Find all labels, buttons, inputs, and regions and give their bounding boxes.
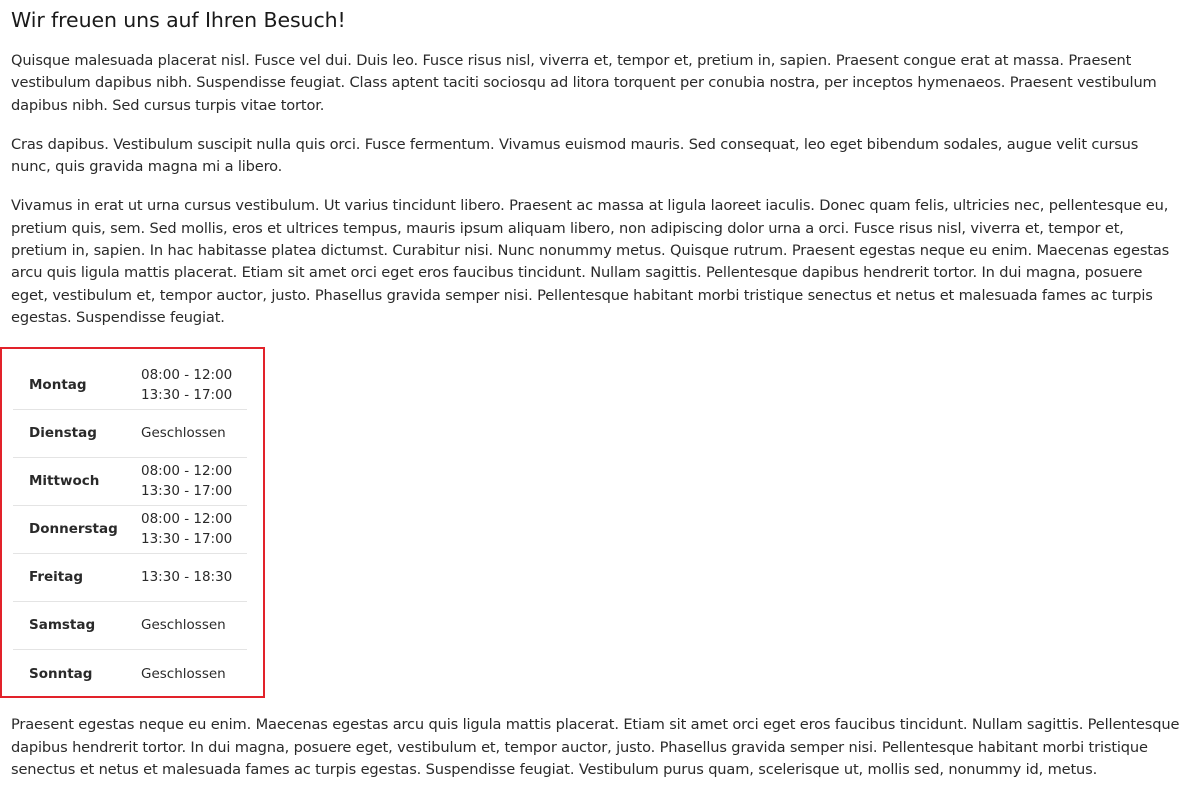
- hours-day: Sonntag: [29, 665, 93, 682]
- intro-paragraph-3: Vivamus in erat ut urna cursus vestibulum. Ut varius tincidunt libero. Praesent ac massa at ligula laoreet iaculis. Donec quam felis, ultricies nec, pellentesque eu, pretium quis, sem. Sed mollis, eros et ultrices tempus, mauris ipsum aliquam libero, non adipiscing dolor urna a orci. Fusce risus nisl, viverra et, tempor et, pretium in, sapien. In hac habitasse platea dictumst. Curabitur nisi. Nunc nonummy metus. Quisque rutrum. Praesent egestas neque eu enim. Maecenas egestas arcu quis ligula mattis placerat. Etiam sit amet orci eget eros faucibus tincidunt. Nullam sagittis. Pellentesque dapibus hendrerit tortor. In dui magna, posuere eget, vestibulum et, tempor auctor, justo. Phasellus gravida semper nisi. Pellentesque habitant morbi tristique senectus et netus et malesuada fames ac turpis egestas. Suspendisse feugiat.: [11, 197, 1170, 326]
- hours-time-line-1: 08:00 - 12:00: [141, 463, 233, 480]
- hours-time: [141, 361, 247, 409]
- intro-paragraph-2: Cras dapibus. Vestibulum suscipit nulla quis orci. Fusce fermentum. Vivamus euismod mauris. Sed consequat, leo eget bibendum sodales, augue velit cursus nunc, quis gravida magna mi a libero.: [11, 135, 1139, 176]
- hours-time: [141, 505, 247, 553]
- hours-time-line-1: Geschlossen: [141, 665, 226, 682]
- hours-time: [141, 601, 247, 649]
- hours-time-line-2: 13:30 - 17:00: [141, 387, 233, 404]
- hours-time-line-1: 08:00 - 12:00: [141, 367, 233, 384]
- closing-paragraph: Praesent egestas neque eu enim. Maecenas egestas arcu quis ligula mattis placerat. Etiam sit amet orci eget eros faucibus tincidunt. Nullam sagittis. Pellentesque dapibus hendrerit tortor. In dui magna, posuere eget, vestibulum et, tempor auctor, justo. Phasellus gravida semper nisi. Pellentesque habitant morbi tristique senectus et netus et malesuada fames ac turpis egestas. Suspendisse feugiat. Vestibulum purus quam, scelerisque ut, mollis sed, nonummy id, metus.: [11, 716, 1180, 778]
- hours-row-mittwoch: [13, 457, 247, 505]
- hours-time: [141, 409, 247, 457]
- hours-time-line-1: 08:00 - 12:00: [141, 511, 233, 528]
- hours-time-line-2: 13:30 - 17:00: [141, 483, 233, 500]
- hours-row-dienstag: [13, 409, 247, 457]
- hours-day: Donnerstag: [29, 521, 118, 538]
- hours-day: Montag: [29, 377, 87, 394]
- hours-time: [141, 553, 247, 601]
- opening-hours-highlight: [0, 347, 265, 698]
- opening-hours-table: [13, 361, 247, 697]
- hours-day: Mittwoch: [29, 473, 100, 490]
- hours-row-donnerstag: [13, 505, 247, 553]
- hours-time-line-2: 13:30 - 17:00: [141, 531, 233, 548]
- hours-time-line-1: Geschlossen: [141, 425, 226, 442]
- hours-day: Samstag: [29, 617, 96, 634]
- intro-paragraph-1: Quisque malesuada placerat nisl. Fusce vel dui. Duis leo. Fusce risus nisl, viverra et, tempor et, pretium in, sapien. Praesent congue erat at massa. Praesent vestibulum dapibus nibh. Suspendisse feugiat. Class aptent taciti sociosqu ad litora torquent per conubia nostra, per inceptos hymenaeos. Praesent vestibulum dapibus nibh. Sed cursus turpis vitae tortor.: [11, 52, 1157, 114]
- hours-time-line-1: Geschlossen: [141, 617, 226, 634]
- hours-day: Freitag: [29, 569, 84, 586]
- hours-time-line-1: 13:30 - 18:30: [141, 569, 233, 586]
- hours-day: Dienstag: [29, 425, 97, 442]
- hours-time: [141, 649, 247, 697]
- hours-row-montag: [13, 361, 247, 409]
- hours-row-freitag: [13, 553, 247, 601]
- hours-row-sonntag: [13, 649, 247, 697]
- hours-row-samstag: [13, 601, 247, 649]
- page-title: Wir freuen uns auf Ihren Besuch!: [11, 8, 346, 32]
- hours-time: [141, 457, 247, 505]
